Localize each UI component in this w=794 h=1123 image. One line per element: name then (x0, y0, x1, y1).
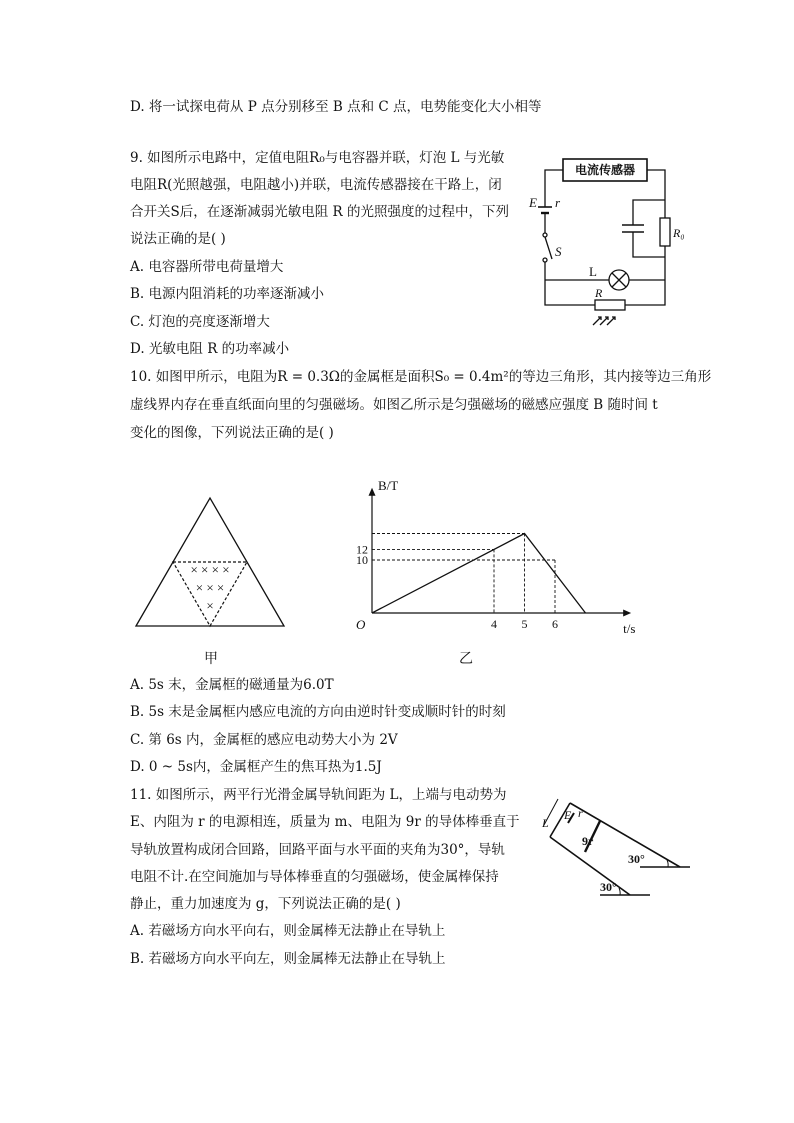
y-axis-label: B/T (378, 477, 399, 493)
field-cross-row: × × × (195, 580, 225, 595)
q9-option-a: A. 电容器所带电荷量增大 (130, 259, 284, 275)
rod-label: 9r (582, 834, 594, 848)
field-cross-row: × × × × (190, 562, 230, 577)
y-axis-arrow (369, 488, 376, 496)
figure-jia-caption: 甲 (204, 651, 218, 667)
x-tick-label: 5 (521, 617, 528, 631)
q10-stem-line-1: 10. 如图甲所示，电阻为R = 0.3Ω的金属框是面积S₀ = 0.4m²的等边三角形，其内接等边三角形 (130, 369, 712, 385)
x-tick-label: 6 (552, 617, 558, 631)
l-label: L (542, 816, 549, 830)
figure-yi-caption: 乙 (459, 651, 473, 667)
x-axis-label: t/s (623, 621, 636, 636)
switch-blade (545, 237, 552, 259)
q9-option-c: C. 灯泡的亮度逐渐增大 (130, 314, 270, 330)
resistor-r0 (660, 218, 670, 246)
q11-stem-line-1: 11. 如图所示，两平行光滑金属导轨间距为 L，上端与电动势为 (130, 787, 507, 803)
x-tick-label: 4 (491, 617, 497, 631)
q11-option-a: A. 若磁场方向水平向右，则金属棒无法静止在导轨上 (130, 923, 446, 939)
q8-option-d: D. 将一试探电荷从 P 点分别移至 B 点和 C 点，电势能变化大小相等 (130, 99, 542, 115)
y-tick-label: 10 (356, 553, 368, 567)
switch-label: S (555, 244, 562, 259)
angle-upper-label: 30° (628, 852, 645, 866)
q9-circuit-diagram (525, 155, 690, 340)
q9-stem-line-2: 电阻R(光照越强，电阻越小)并联，电流传感器接在干路上，闭 (130, 177, 502, 193)
emf-label: E (529, 195, 537, 210)
q10-stem-line-3: 变化的图像，下列说法正确的是( ) (130, 425, 334, 441)
q11-stem-line-5: 静止，重力加速度为 g，下列说法正确的是( ) (130, 896, 401, 912)
x-axis-arrow (623, 610, 631, 617)
r0-label: R₀ (673, 226, 685, 240)
r-label: r (578, 806, 583, 820)
photoresistor-label: R (595, 286, 603, 300)
q9-stem-line-3: 合开关S后，在逐渐减弱光敏电阻 R 的光照强度的过程中，下列 (130, 204, 509, 220)
q10-option-d: D. 0 ~ 5s内，金属框产生的焦耳热为1.5J (130, 759, 382, 775)
q11-stem-line-2: E、内阻为 r 的电源相连，质量为 m、电阻为 9r 的导体棒垂直于 (130, 814, 520, 830)
e-label: E (564, 808, 572, 822)
origin-label: O (356, 617, 366, 632)
y-tick-label: 12 (356, 542, 368, 557)
angle-lower-label: 30° (600, 880, 617, 894)
field-cross-row: × (206, 598, 214, 613)
q11-rails-diagram (540, 795, 690, 905)
q9-option-d: D. 光敏电阻 R 的功率减小 (130, 341, 290, 357)
lamp-label: L (589, 264, 597, 279)
q10-option-a: A. 5s 末，金属框的磁通量为6.0T (130, 677, 334, 693)
sensor-label: 电流传感器 (574, 163, 636, 177)
q11-stem-line-4: 电阻不计.在空间施加与导体棒垂直的匀强磁场，使金属棒保持 (130, 869, 499, 885)
q10-option-b: B. 5s 末是金属框内感应电流的方向由逆时针变成顺时针的时刻 (130, 704, 506, 720)
q9-option-b: B. 电源内阻消耗的功率逐渐减小 (130, 286, 325, 302)
q11-option-b: B. 若磁场方向水平向左，则金属棒无法静止在导轨上 (130, 951, 446, 967)
photoresistor (595, 300, 625, 310)
q10-option-c: C. 第 6s 内，金属框的感应电动势大小为 2V (130, 732, 398, 748)
internal-r-label: r (555, 195, 561, 210)
q11-stem-line-3: 导轨放置构成闭合回路，回路平面与水平面的夹角为30°，导轨 (130, 842, 505, 858)
q10-stem-line-2: 虚线界内存在垂直纸面向里的匀强磁场。如图乙所示是匀强磁场的磁感应强度 B 随时间 t (130, 397, 658, 413)
figure-yi-chart (350, 445, 636, 645)
q9-stem-line-4: 说法正确的是( ) (130, 231, 226, 247)
q9-stem-line-1: 9. 如图所示电路中，定值电阻R₀与电容器并联，灯泡 L 与光敏 (130, 150, 505, 166)
b-t-series-line (372, 534, 586, 614)
figure-jia-triangle (130, 490, 290, 630)
